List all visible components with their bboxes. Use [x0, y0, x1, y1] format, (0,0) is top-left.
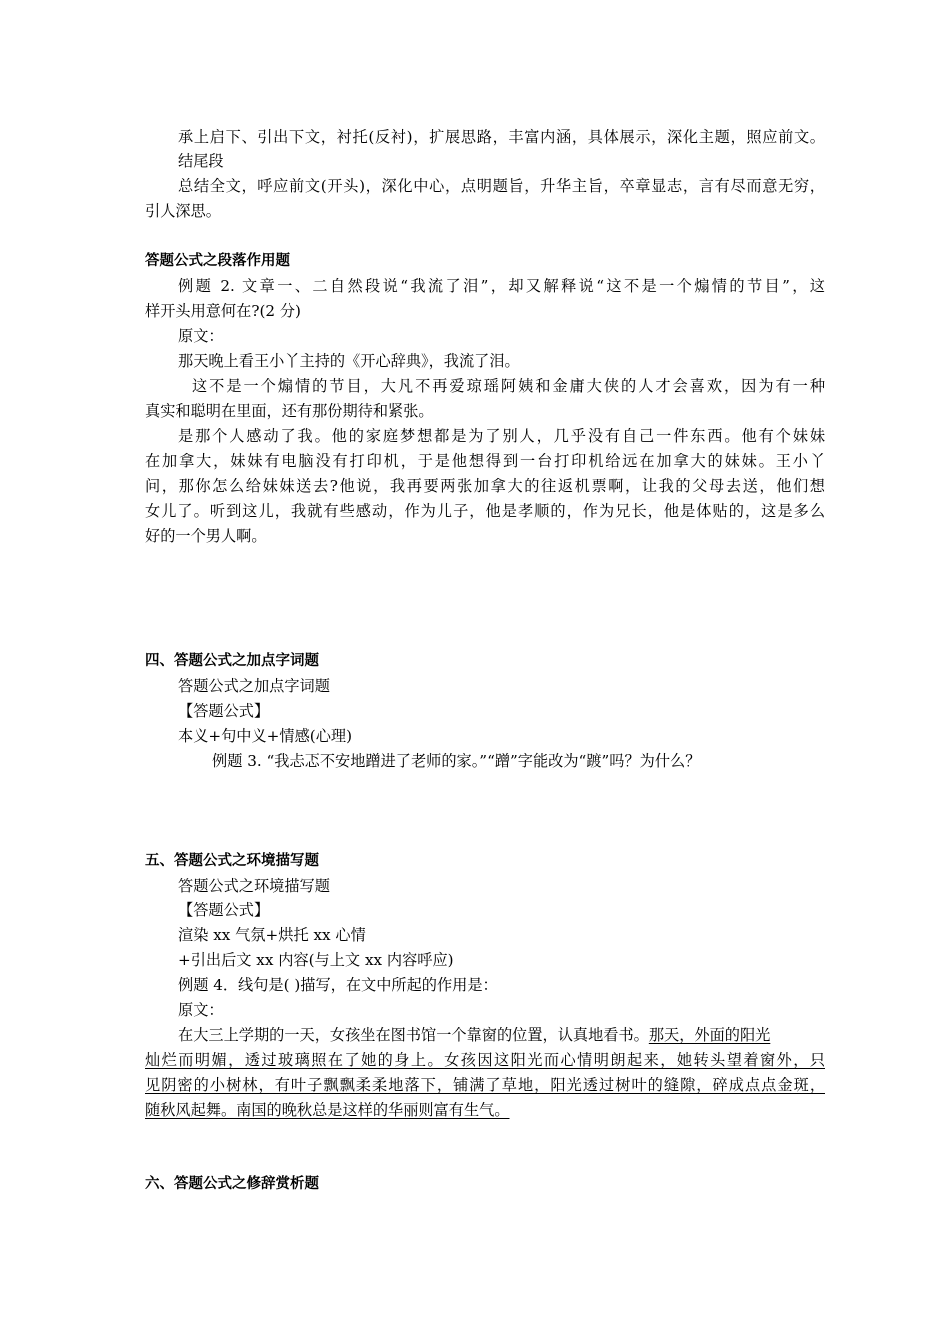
example-3-question: 例题 3. “我忐忑不安地蹭进了老师的家。”“蹭”字能改为“踱”吗？为什么？ — [212, 752, 701, 770]
environment-passage-underlined-line: 见阴密的小树林，有叶子飘飘柔柔地落下，铺满了草地，阳光透过树叶的缝隙，碎成点点金斑， — [145, 1076, 825, 1094]
original-paragraph-3: 是那个人感动了我。他的家庭梦想都是为了别人，几乎没有自己一件东西。他有个妹妹 — [178, 427, 825, 445]
original-paragraph-3: 在加拿大，妹妹有电脑没有打印机，于是他想得到一台打印机给远在加拿大的妹妹。王小丫 — [145, 452, 825, 470]
formula-label: 【答题公式】 — [178, 702, 270, 720]
section-heading-paragraph: 答题公式之段落作用题 — [145, 253, 290, 269]
example-2-question: 例题 2. 文章一、二自然段说“我流了泪”，却又解释说“这不是一个煽情的节目”，这 — [178, 277, 825, 295]
original-text-label: 原文： — [178, 1001, 224, 1019]
original-paragraph-3: 问，那你怎么给妹妹送去?他说，我再要两张加拿大的往返机票啊，让我的父母去送，他们想 — [145, 477, 825, 495]
environment-passage-underlined-line: 随秋风起舞。南国的晚秋总是这样的华丽则富有生气。 — [145, 1101, 510, 1119]
passage-plain-text: 在大三上学期的一天，女孩坐在图书馆一个靠窗的位置，认真地看书。 — [178, 1026, 649, 1044]
formula-text: 本义+句中义+情感(心理) — [178, 727, 352, 745]
original-paragraph-2: 真实和聪明在里面，还有那份期待和紧张。 — [145, 402, 434, 420]
example-4-question: 例题 4．线句是( )描写，在文中所起的作用是： — [178, 976, 498, 994]
section-5-subtitle: 答题公式之环境描写题 — [178, 877, 330, 895]
ending-description-line: 总结全文，呼应前文(开头)，深化中心，点明题旨，升华主旨，卒章显志，言有尽而意无穷， — [178, 177, 825, 195]
environment-passage-underlined-line: 灿烂而明媚，透过玻璃照在了她的身上。女孩因这阳光而心情明朗起来，她转头望着窗外，只 — [145, 1051, 825, 1069]
passage-underlined-text: 那天，外面的阳光 — [648, 1026, 771, 1044]
section-heading-4: 四、答题公式之加点字词题 — [145, 653, 319, 669]
example-2-question: 样开头用意何在?(2 分) — [145, 302, 301, 320]
ending-description-line: 引人深思。 — [145, 202, 221, 220]
original-text-label: 原文： — [178, 327, 224, 345]
original-paragraph-3: 好的一个男人啊。 — [145, 527, 267, 545]
original-paragraph-1: 那天晚上看王小丫主持的《开心辞典》，我流了泪。 — [178, 352, 520, 370]
original-paragraph-3: 女儿了。听到这儿，我就有些感动，作为儿子，他是孝顺的，作为兄长，他是体贴的，这是多么 — [145, 502, 825, 520]
section-heading-6: 六、答题公式之修辞赏析题 — [145, 1176, 319, 1192]
section-heading-5: 五、答题公式之环境描写题 — [145, 853, 319, 869]
formula-label: 【答题公式】 — [178, 901, 270, 919]
environment-passage-line — [178, 1025, 825, 1045]
structure-middle-line: 承上启下、引出下文，衬托(反衬)，扩展思路，丰富内涵，具体展示，深化主题，照应前文。 — [178, 128, 825, 146]
formula-text: +引出后文 xx 内容(与上文 xx 内容呼应) — [178, 951, 454, 969]
original-paragraph-2: 这不是一个煽情的节目，大凡不再爱琼瑶阿姨和金庸大侠的人才会喜欢，因为有一种 — [192, 377, 825, 395]
formula-text: 渲染 xx 气氛+烘托 xx 心情 — [178, 926, 366, 944]
ending-paragraph-label: 结尾段 — [178, 152, 224, 170]
section-4-subtitle: 答题公式之加点字词题 — [178, 677, 330, 695]
